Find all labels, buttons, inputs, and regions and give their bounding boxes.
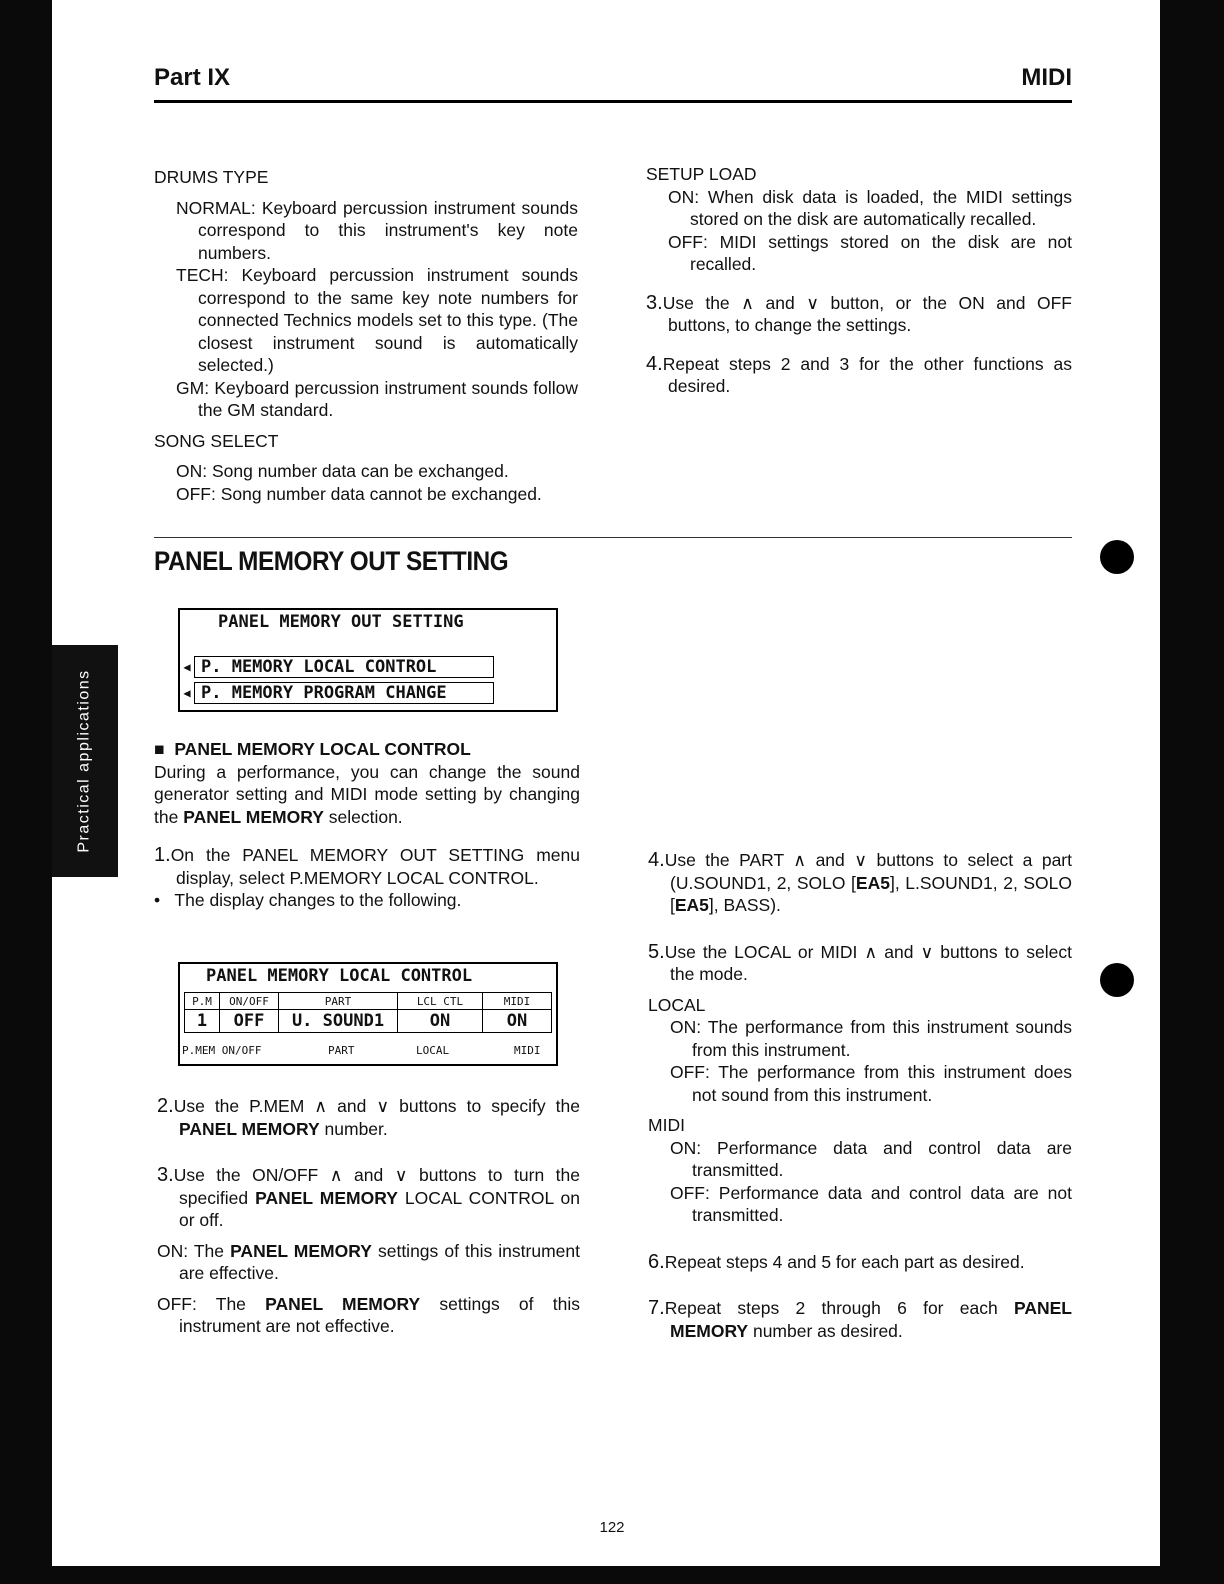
lcd-local-control-display: PANEL MEMORY LOCAL CONTROL P.M ON/OFF PART LCL CTL MIDI 1 OFF U. SOUND1 ON ON P.MEM ON/OFF PART LOCAL MIDI: [178, 962, 558, 1066]
drums-gm: GM: Keyboard percussion instrument sounds follow the GM standard.: [176, 377, 578, 420]
midi-off: OFF: Performance data and control data are not transmitted.: [670, 1182, 1072, 1225]
drums-normal: NORMAL: Keyboard percussion instrument sounds correspond to this instrument's key note numbers.: [176, 197, 578, 263]
side-tab: [52, 645, 118, 877]
step-2-pmem: 2.Use the P.MEM ∧ and ∨ buttons to specify the PANEL MEMORY number.: [157, 1095, 580, 1139]
step-3-onoff: 3.Use the ON/OFF ∧ and ∨ buttons to turn the specified PANEL MEMORY LOCAL CONTROL on or off.: [157, 1164, 580, 1230]
step-5-mode: 5.Use the LOCAL or MIDI ∧ and ∨ buttons to select the mode.: [648, 940, 1072, 984]
cursor-arrow-icon: ◀: [183, 660, 191, 674]
binder-hole-mark: [1100, 540, 1134, 574]
side-tab-label: Practical applications: [76, 669, 94, 853]
page-number: 122: [599, 1519, 625, 1536]
section-title: PANEL MEMORY OUT SETTING: [154, 546, 509, 576]
lcd-menu-display: [178, 608, 558, 712]
step-6-repeat: 6.Repeat steps 4 and 5 for each part as desired.: [648, 1250, 1025, 1273]
local-on: ON: The performance from this instrument sounds from this instrument.: [670, 1017, 1072, 1060]
part-label: Part IX: [154, 64, 231, 91]
setup-load-heading: SETUP LOAD: [646, 164, 757, 184]
drums-tech: TECH: Keyboard percussion instrument sounds correspond to the same key note numbers for connected Technics models set to this type. (The closest instrument sound is automatically selected.): [176, 265, 578, 375]
cursor-arrow-icon: ◀: [183, 686, 191, 700]
intro-paragraph: During a performance, you can change the sound generator setting and MIDI mode setting by changing the PANEL MEMORY selection.: [154, 761, 580, 827]
sub-heading: ■ PANEL MEMORY LOCAL CONTROL: [154, 739, 471, 759]
step-7-repeat: 7.Repeat steps 2 through 6 for each PANEL MEMORY number as desired.: [648, 1297, 1072, 1341]
bullet-display-changes: • The display changes to the following.: [154, 890, 462, 910]
lcd-local-title: PANEL MEMORY LOCAL CONTROL: [206, 966, 473, 986]
song-select-heading: SONG SELECT: [154, 430, 279, 451]
lcd-menu-item-local-control: ◀ P. MEMORY LOCAL CONTROL: [180, 656, 494, 678]
song-select-on: ON: Song number data can be exchanged.: [176, 461, 509, 481]
off-effective-note: OFF: The PANEL MEMORY settings of this instrument are not effective.: [157, 1293, 580, 1336]
setup-load-on: ON: When disk data is loaded, the MIDI settings stored on the disk are automatically recalled.: [668, 186, 1072, 229]
drums-song-block: [154, 166, 578, 505]
song-select-off: OFF: Song number data cannot be exchanged.: [176, 483, 542, 504]
setup-load-off: OFF: MIDI settings stored on the disk are not recalled.: [668, 231, 1072, 274]
lcd-menu-item-program-change: ◀ P. MEMORY PROGRAM CHANGE: [180, 682, 494, 704]
midi-on: ON: Performance data and control data are transmitted.: [670, 1137, 1072, 1180]
midi-heading: MIDI: [648, 1115, 685, 1135]
lcd-local-table: [184, 992, 552, 1033]
step-1-select: 1.On the PANEL MEMORY OUT SETTING menu display, select P.MEMORY LOCAL CONTROL.: [154, 844, 580, 888]
local-heading: LOCAL: [648, 994, 706, 1015]
steps-4-7-block: [648, 849, 1072, 1342]
step-3-settings: 3.Use the ∧ and ∨ button, or the ON and OFF buttons, to change the settings.: [646, 291, 1072, 335]
scan-border-bottom: [0, 1566, 1224, 1584]
chapter-label: MIDI: [1021, 64, 1072, 91]
section-rule: [154, 537, 1072, 538]
header-rule: [154, 100, 1072, 103]
step-4-repeat: 4.Repeat steps 2 and 3 for the other functions as desired.: [646, 352, 1072, 396]
lcd-header-row: P.M ON/OFF PART LCL CTL MIDI: [185, 993, 552, 1010]
step-4-part: 4.Use the PART ∧ and ∨ buttons to select a part (U.SOUND1, 2, SOLO [EA5], L.SOUND1, 2, SOLO [EA5], BASS).: [648, 849, 1073, 915]
lcd-menu-title: PANEL MEMORY OUT SETTING: [218, 612, 464, 632]
local-off: OFF: The performance from this instrument does not sound from this instrument.: [670, 1062, 1072, 1105]
scan-border-left: [0, 0, 52, 1584]
setup-load-block: [646, 163, 1072, 398]
steps-2-3-block: [157, 1095, 580, 1338]
on-effective-note: ON: The PANEL MEMORY settings of this instrument are effective.: [157, 1240, 580, 1283]
scan-border-right: [1160, 0, 1224, 1584]
local-control-intro: [154, 738, 580, 912]
drums-type-heading: DRUMS TYPE: [154, 167, 269, 187]
lcd-value-row: 1 OFF U. SOUND1 ON ON: [185, 1010, 552, 1033]
binder-hole-mark: [1100, 963, 1134, 997]
